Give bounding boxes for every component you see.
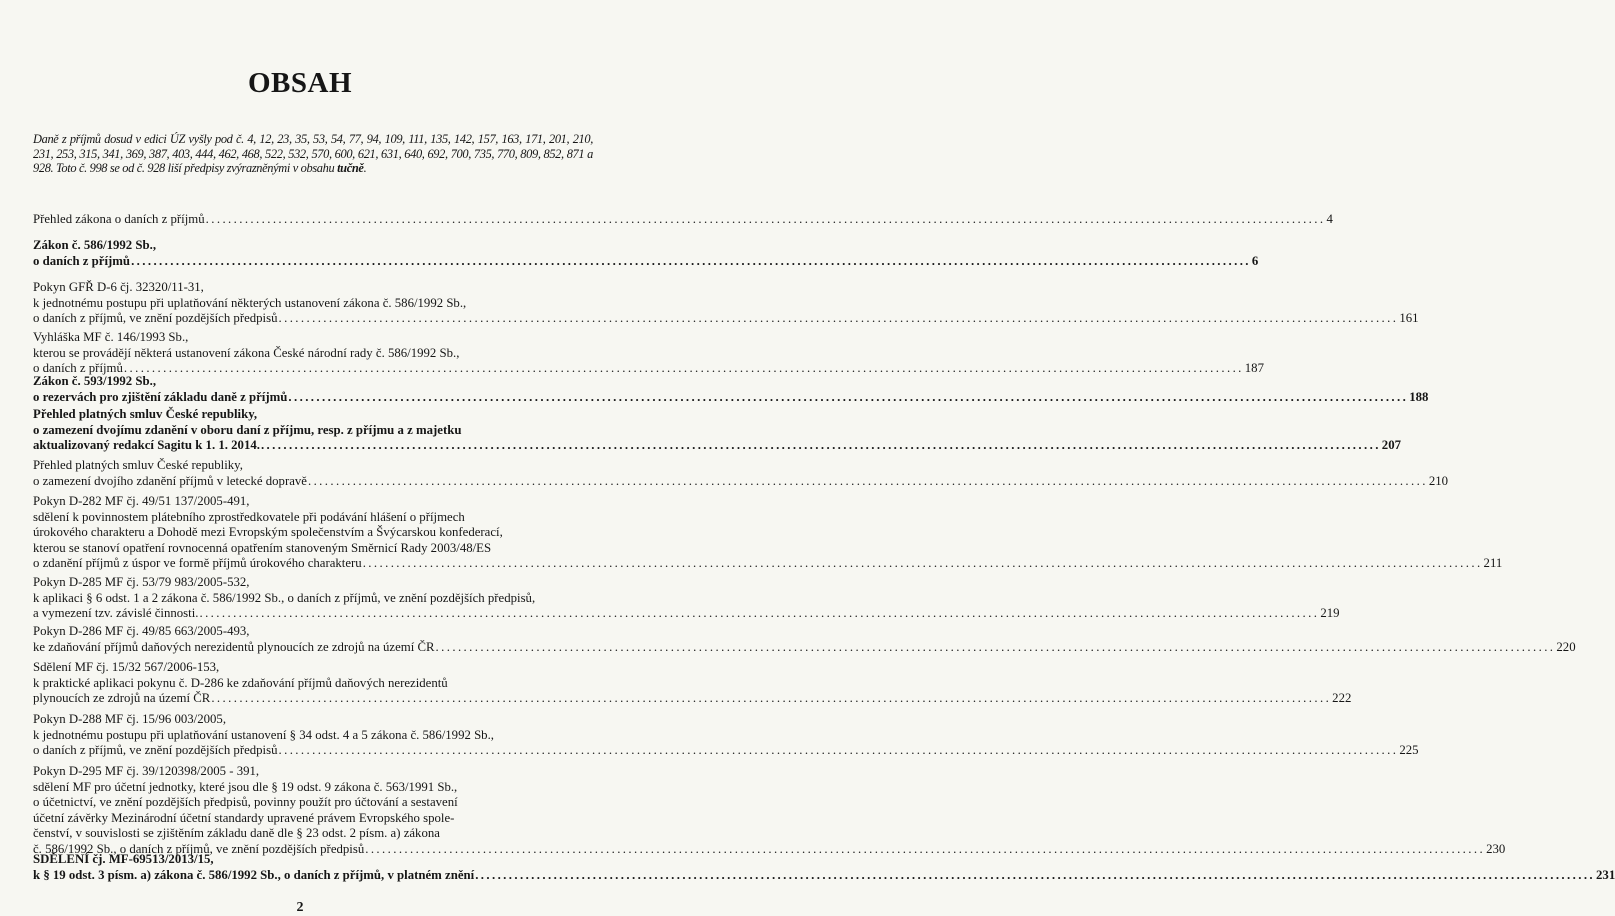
toc-entry-line: Vyhláška MF č. 146/1993 Sb., — [33, 330, 189, 344]
toc-entry — [33, 852, 1615, 883]
toc-entry-line: SDĚLENÍ čj. MF-69513/2013/15, — [33, 852, 214, 866]
toc-entry-line: čenství, v souvislosti se zjištěním základu daně dle § 23 odst. 2 písm. a) zákona — [33, 826, 440, 841]
dot-leader: ........................................................................................................................................................................................................ — [278, 743, 1399, 758]
dot-leader: ........................................................................................................................................................................................................ — [199, 606, 1320, 621]
toc-entry-line: Pokyn D-286 MF čj. 49/85 663/2005-493, — [33, 624, 250, 638]
toc-entry-line: o zdanění příjmů z úspor ve formě příjmů úrokového charakteru — [33, 556, 362, 571]
toc-page-number: 187 — [1244, 361, 1264, 376]
toc-entry-line: Pokyn D-285 MF čj. 53/79 983/2005-532, — [33, 575, 250, 589]
toc-entry — [33, 330, 1264, 377]
toc-entry-line: Pokyn D-295 MF čj. 39/120398/2005 - 391, — [33, 764, 260, 778]
toc-entry-line: k aplikaci § 6 odst. 1 a 2 zákona č. 586/1992 Sb., o daních z příjmů, ve znění pozdějších předpisů, — [33, 590, 536, 605]
dot-leader: ........................................................................................................................................................................................................ — [288, 389, 1409, 404]
toc-entry-line: o účetnictví, ve znění pozdějších předpisů, povinny použít pro účtování a sestavení — [33, 795, 458, 810]
toc-entry-line: Zákon č. 593/1992 Sb., — [33, 374, 157, 388]
toc-entry — [33, 407, 1401, 454]
toc-page-number: 211 — [1483, 556, 1503, 571]
toc-entry-line: o daních z příjmů — [33, 253, 131, 268]
toc-entry-line: k jednotnému postupu při uplatňování některých ustanovení zákona č. 586/1992 Sb., — [33, 295, 467, 310]
toc-entry — [33, 624, 1576, 655]
toc-entry-line: k jednotnému postupu při uplatňování ustanovení § 34 odst. 4 a 5 zákona č. 586/1992 Sb., — [33, 727, 494, 742]
edition-note — [33, 132, 593, 176]
toc-entry-line: ke zdaňování příjmů daňových nerezidentů plynoucích ze zdrojů na území ČR — [33, 639, 435, 654]
toc-entry-line: Přehled zákona o daních z příjmů — [33, 212, 205, 226]
toc-page-number: 225 — [1399, 743, 1419, 758]
dot-leader: ........................................................................................................................................................................................................ — [205, 212, 1326, 226]
toc-entry-line: a vymezení tzv. závislé činnosti. — [33, 606, 199, 621]
dot-leader: ........................................................................................................................................................................................................ — [211, 691, 1332, 706]
toc-page-number: 230 — [1486, 841, 1506, 856]
toc-entry-line: sdělení k povinnostem plátebního zprostředkovatele při podávání hlášení o příjmech — [33, 509, 465, 524]
dot-leader: ........................................................................................................................................................................................................ — [260, 438, 1381, 453]
toc-entry — [33, 374, 1429, 405]
toc-entry-last-line — [33, 867, 1615, 884]
toc-entry-last-line — [33, 606, 1340, 622]
dot-leader: ........................................................................................................................................................................................................ — [365, 841, 1486, 856]
toc-entry-line: o zamezení dvojímu zdanění v oboru daní z příjmu, resp. z příjmu a z majetku — [33, 422, 462, 437]
toc-page-number: 231 — [1596, 867, 1615, 882]
toc-entry-last-line — [33, 389, 1429, 406]
toc-page-number: 207 — [1381, 438, 1401, 453]
toc-entry-line: kterou se stanoví opatření rovnocenná opatřením stanoveným Směrnicí Rady 2003/48/ES — [33, 540, 492, 555]
toc-page-number: 4 — [1326, 212, 1333, 226]
toc-entry-line: č. 586/1992 Sb., o daních z příjmů, ve znění pozdějších předpisů — [33, 841, 365, 856]
toc-page-number: 161 — [1399, 311, 1419, 326]
toc-entry — [33, 764, 1506, 858]
dot-leader: ........................................................................................................................................................................................................ — [123, 361, 1244, 376]
toc-entry-line: o zamezení dvojího zdanění příjmů v letecké dopravě — [33, 473, 307, 488]
toc-entry-last-line — [33, 473, 1449, 490]
toc-entry — [33, 212, 1333, 228]
toc-page-number: 188 — [1409, 389, 1429, 404]
toc-entry-line: o daních z příjmů — [33, 361, 123, 376]
toc-entry — [33, 575, 1340, 622]
toc-entry-line: o daních z příjmů, ve znění pozdějších předpisů — [33, 743, 278, 758]
toc-entry-last-line — [33, 743, 1419, 759]
toc-entry — [33, 238, 1259, 269]
toc-page-number: 6 — [1251, 253, 1259, 268]
edition-note-text: Daně z příjmů dosud v edici ÚZ vyšly pod č. 4, 12, 23, 35, 53, 54, 77, 94, 109, 111, 135, 142, 157, 163, 171, 201, 210, 231, 253, 315, 341, 369, 387, 403, 444, 462, 468, 522, 532, 570, 600, 621, 631, 640, 692, 700, 735, 770, 809, 852, 871 a 928. Toto č. 998 se od č. 928 liší předpisy zvýrazněnými v obsahu — [33, 132, 593, 175]
toc-entry-line: o rezervách pro zjištění základu daně z příjmů — [33, 389, 288, 404]
toc-entry-line: sdělení MF pro účetní jednotky, které jsou dle § 19 odst. 9 zákona č. 563/1991 Sb., — [33, 779, 458, 794]
toc-entry-line: plynoucích ze zdrojů na území ČR — [33, 691, 211, 706]
toc-entry — [33, 458, 1449, 489]
toc-entry-last-line — [33, 438, 1401, 454]
toc-entry-line: Přehled platných smluv České republiky, — [33, 458, 243, 472]
toc-entry-last-line — [33, 556, 1503, 572]
toc-entry-last-line — [33, 691, 1352, 707]
toc-entry — [33, 660, 1352, 707]
toc-entry-last-line — [33, 212, 1333, 228]
dot-leader: ........................................................................................................................................................................................................ — [475, 867, 1596, 882]
toc-entry-line: k § 19 odst. 3 písm. a) zákona č. 586/1992 Sb., o daních z příjmů, v platném znění — [33, 867, 475, 882]
toc-entry-line: kterou se provádějí některá ustanovení zákona České národní rady č. 586/1992 Sb., — [33, 345, 460, 360]
toc-page-number: 219 — [1320, 606, 1340, 621]
toc-page-number: 220 — [1556, 639, 1576, 654]
page-title: OBSAH — [247, 67, 353, 99]
toc-entry-line: úrokového charakteru a Dohodě mezi Evropským společenstvím a Švýcarskou konfederací, — [33, 525, 503, 540]
toc-entry-line: Zákon č. 586/1992 Sb., — [33, 238, 157, 252]
toc-entry-line: účetní závěrky Mezinárodní účetní standardy upravené právem Evropského spole- — [33, 810, 455, 825]
toc-entry-line: Pokyn D-288 MF čj. 15/96 003/2005, — [33, 712, 227, 726]
toc-entry-line: Pokyn GFŘ D-6 čj. 32320/11-31, — [33, 280, 204, 294]
toc-entry — [33, 494, 1503, 572]
toc-entry-line: Přehled platných smluv České republiky, — [33, 407, 258, 421]
toc-entry-line: k praktické aplikaci pokynu č. D-286 ke zdaňování příjmů daňových nerezidentů — [33, 675, 448, 690]
dot-leader: ........................................................................................................................................................................................................ — [131, 253, 1251, 268]
toc-entry — [33, 280, 1419, 327]
toc-entry-line: Sdělení MF čj. 15/32 567/2006-153, — [33, 660, 220, 674]
toc-entry-line: o daních z příjmů, ve znění pozdějších předpisů — [33, 311, 278, 326]
toc-entry-last-line — [33, 311, 1419, 327]
dot-leader: ........................................................................................................................................................................................................ — [362, 556, 1483, 571]
page-number: 2 — [296, 900, 304, 915]
dot-leader: ........................................................................................................................................................................................................ — [435, 639, 1556, 654]
toc-page-number: 210 — [1428, 473, 1449, 488]
dot-leader: ........................................................................................................................................................................................................ — [278, 311, 1399, 326]
toc-entry — [33, 712, 1419, 759]
toc-entry-line: Pokyn D-282 MF čj. 49/51 137/2005-491, — [33, 494, 250, 508]
toc-entry-line: aktualizovaný redakcí Sagitu k 1. 1. 2014. — [33, 438, 260, 453]
toc-entry-last-line — [33, 253, 1259, 270]
edition-note-emphasis: tučně — [337, 161, 364, 175]
toc-page-number: 222 — [1332, 691, 1352, 706]
dot-leader: ........................................................................................................................................................................................................ — [307, 473, 1428, 488]
toc-entry-last-line — [33, 639, 1576, 656]
edition-note-end: . — [363, 161, 367, 175]
